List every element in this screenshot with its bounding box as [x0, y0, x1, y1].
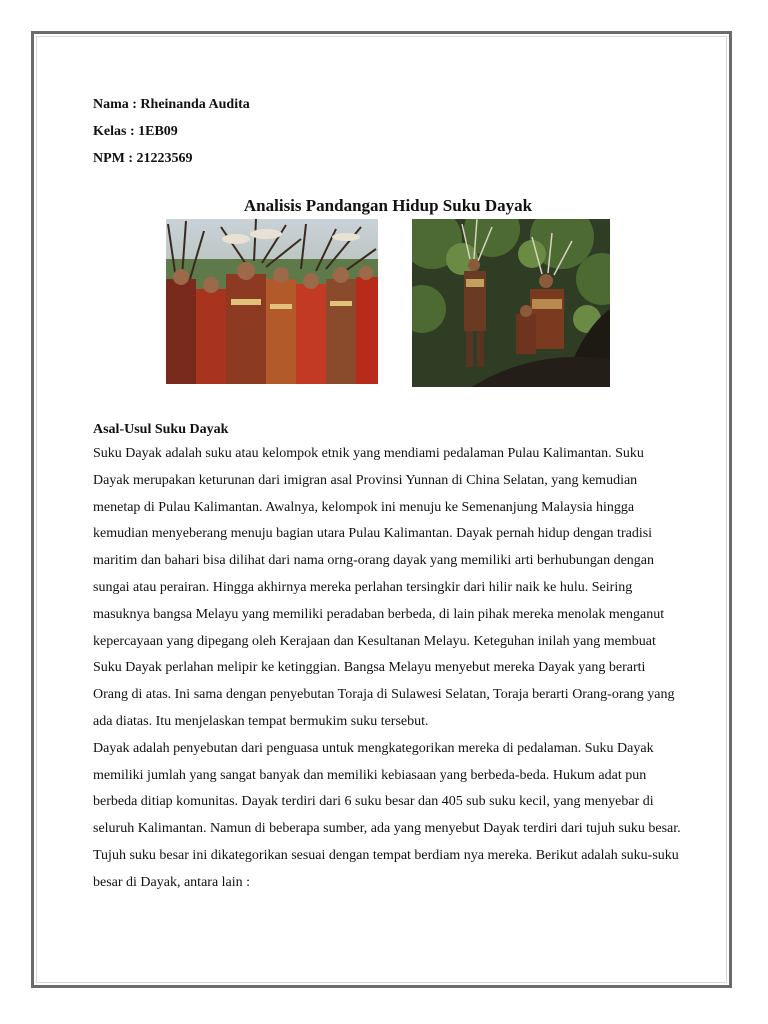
photo-row — [93, 219, 683, 419]
document-page — [31, 31, 732, 988]
document-title: Analisis Pandangan Hidup Suku Dayak — [243, 196, 533, 215]
student-class: Kelas : 1EB09 — [93, 124, 178, 139]
student-name: Nama : Rheinanda Audita — [93, 97, 250, 112]
paragraph-origin: Suku Dayak adalah suku atau kelompok etnik yang mendiami pedalaman Pulau Kalimantan. Suku Dayak merupakan keturunan dari imigran asal Provinsi Yunnan di China Selatan, yang kemudian menetap di Pulau Kalimantan. Awalnya, kelompok ini menuju ke Semenanjung Malaysia hingga kemudian menyeberang menuju bagian utara Pulau Kalimantan. Dayak pernah hidup dengan tradisi maritim dan bahari bisa dilihat dari nama orng-orang dayak yang memiliki arti berhubungan dengan sungai atau perairan. Hingga akhirnya mereka perlahan tersingkir dari hilir naik ke hulu. Seiring masuknya bangsa Melayu yang memiliki peradaban berbeda, di lain pihak mereka menolak menganut kepercayaan yang dipegang oleh Kerajaan dan Kesultanan Melayu. Keteguhan inilah yang membuat Suku Dayak perlahan melipir ke ketinggian. Bangsa Melayu menyebut mereka Dayak yang berarti Orang di atas. Ini sama dengan penyebutan Toraja di Sulawesi Selatan, Toraja berarti Orang-orang yang ada diatas. Itu menjelaskan tempat bermukim suku tersebut. — [93, 446, 675, 729]
dayak-forest-photo — [412, 219, 610, 387]
paragraph-categories: Dayak adalah penyebutan dari penguasa untuk mengkategorikan mereka di pedalaman. Suku Dayak memiliki jumlah yang sangat banyak dan memiliki kebiasaan yang berbeda-beda. Hukum adat pun berbeda ditiap komunitas. Dayak terdiri dari 6 suku besar dan 405 sub suku kecil, yang menyebar di seluruh Kalimantan. Namun di beberapa sumber, ada yang menyebut Dayak terdiri dari tujuh suku besar. Tujuh suku besar ini dikategorikan sesuai dengan tempat berdiam nya mereka. Berikut adalah suku-suku besar di Dayak, antara lain : — [93, 740, 681, 890]
section-heading: Asal-Usul Suku Dayak — [93, 422, 229, 437]
dayak-ceremony-photo — [166, 219, 378, 384]
document-content — [93, 94, 683, 897]
student-npm: NPM : 21223569 — [93, 151, 193, 166]
